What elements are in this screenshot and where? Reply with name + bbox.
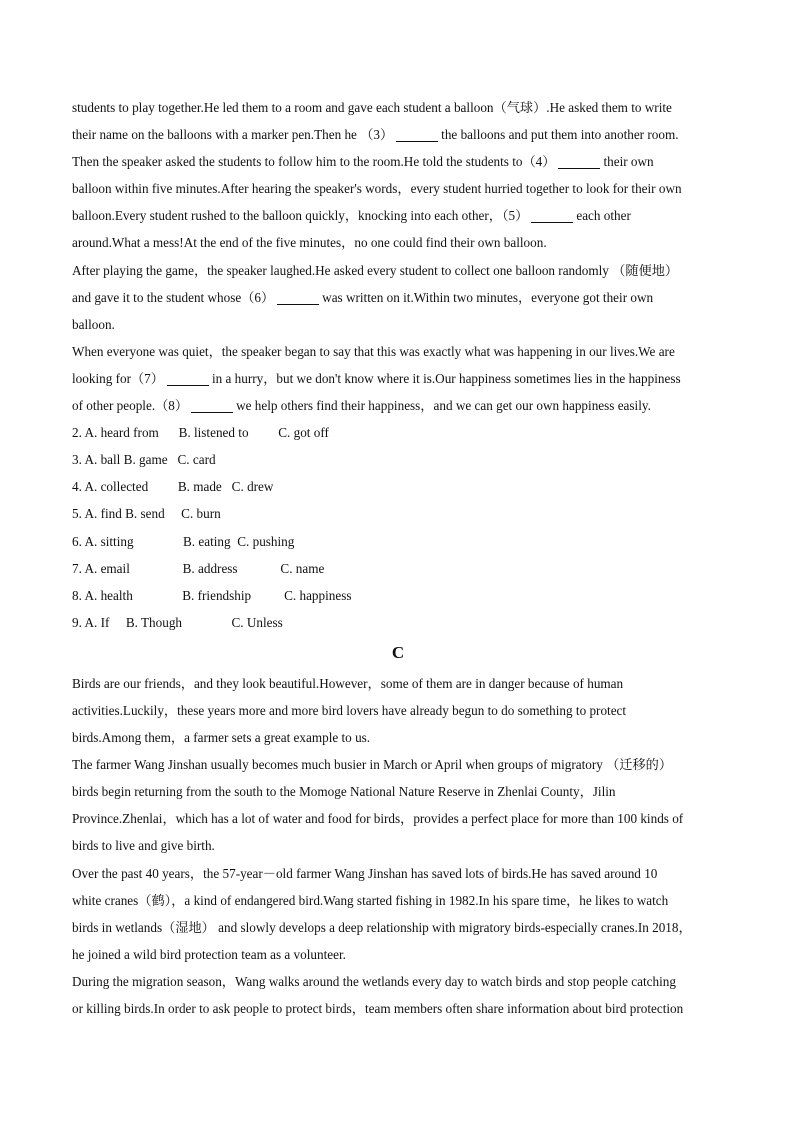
line-text: in a hurry，but we don't know where it is.Our happiness sometimes lies in the happiness (211, 370, 681, 386)
answer-blank (531, 208, 573, 223)
passage-line: birds to live and give birth. (72, 838, 215, 854)
line-text: their own (603, 154, 654, 170)
line-text: was written on it.Within two minutes，everyone got their own (322, 289, 654, 305)
option-row (72, 500, 724, 527)
passage-line: Birds are our friends，and they look beautiful.However，some of them are in danger because of human (72, 675, 624, 691)
line-text: balloon within five minutes.After hearing the speaker's words，every student hurried together to look for their own (72, 181, 682, 197)
passage-line: birds.Among them，a farmer sets a great example to us. (72, 730, 371, 746)
option-row (72, 419, 724, 446)
passage-line: or killing birds.In order to ask people to protect birds，team members often share information about bird protection (72, 1001, 684, 1016)
line-text: the balloons and put them into another room. (441, 127, 679, 143)
passage-line: birds begin returning from the south to the Momoge National Nature Reserve in Zhenlai County，Jilin (72, 784, 616, 800)
passage-line: The farmer Wang Jinshan usually becomes much busier in March or April when groups of migratory （迁移的） (72, 757, 673, 773)
passage-line (72, 148, 724, 175)
passage-line (72, 365, 724, 392)
passage-line (72, 392, 724, 419)
option-row (72, 555, 724, 582)
option-text: 4. A. collected B. made C. drew (72, 479, 274, 495)
line-text: After playing the game，the speaker laughed.He asked every student to collect one balloon randomly （随便地） (72, 262, 679, 278)
answer-blank (396, 127, 438, 142)
line-text: their name on the balloons with a marker pen.Then he （3） (72, 127, 394, 143)
section-c-title: C (391, 642, 405, 662)
passage-line (72, 338, 724, 365)
answer-options (72, 419, 724, 636)
answer-blank (558, 154, 600, 169)
passage-line: he joined a wild bird protection team as a volunteer. (72, 946, 346, 962)
line-text: When everyone was quiet，the speaker began to say that this was exactly what was happening in our lives.We are (72, 343, 675, 359)
line-text: balloon. (72, 316, 115, 332)
passage-line (72, 202, 724, 229)
line-text: of other people.（8） (72, 398, 189, 414)
passage-line (72, 121, 724, 148)
passage-line: white cranes（鹤），a kind of endangered bird.Wang started fishing in 1982.In his spare time，he likes to watch (72, 892, 669, 908)
line-text: students to play together.He led them to a room and gave each student a balloon（气球）.He asked them to write (72, 100, 672, 115)
option-text: 3. A. ball B. game C. card (72, 452, 216, 468)
passage-line (72, 175, 724, 202)
option-text: 7. A. email B. address C. name (72, 560, 325, 576)
option-row (72, 582, 724, 609)
line-text: looking for（7） (72, 370, 164, 386)
answer-blank (277, 290, 319, 305)
passage-line (72, 94, 724, 121)
option-text: 5. A. find B. send C. burn (72, 506, 221, 522)
option-row (72, 473, 724, 500)
passage-line: Over the past 40 years，the 57-year－old farmer Wang Jinshan has saved lots of birds.He has saved around 10 (72, 865, 658, 881)
passage-line: activities.Luckily，these years more and more bird lovers have already begun to do something to protect (72, 702, 627, 718)
line-text: Then the speaker asked the students to follow him to the room.He told the students to（4） (72, 154, 556, 170)
option-row (72, 609, 724, 636)
passage-line: During the migration season，Wang walks around the wetlands every day to watch birds and stop people catching (72, 973, 676, 989)
passage-c (72, 670, 724, 1022)
line-text: around.What a mess!At the end of the five minutes，no one could find their own balloon. (72, 235, 547, 251)
passage-line (72, 257, 724, 284)
option-text: 2. A. heard from B. listened to C. got off (72, 425, 329, 441)
document-page (72, 94, 724, 1022)
answer-blank (191, 398, 233, 413)
passage-line (72, 311, 724, 338)
passage-line (72, 284, 724, 311)
option-row (72, 528, 724, 555)
option-row (72, 446, 724, 473)
line-text: each other (576, 208, 631, 224)
passage-line: Province.Zhenlai，which has a lot of water and food for birds，provides a perfect place for more than 100 kinds of (72, 811, 684, 827)
option-text: 9. A. If B. Though C. Unless (72, 614, 283, 630)
option-text: 6. A. sitting B. eating C. pushing (72, 533, 295, 549)
line-text: and gave it to the student whose（6） (72, 289, 275, 305)
option-text: 8. A. health B. friendship C. happiness (72, 587, 352, 603)
passage-b (72, 94, 724, 419)
answer-blank (167, 371, 209, 386)
line-text: balloon.Every student rushed to the balloon quickly，knocking into each other，（5） (72, 208, 529, 224)
passage-line (72, 229, 724, 256)
passage-line: birds in wetlands（湿地） and slowly develops a deep relationship with migratory birds-especially cranes.In 2018， (72, 919, 692, 935)
line-text: we help others find their happiness，and we can get our own happiness easily. (236, 398, 651, 414)
